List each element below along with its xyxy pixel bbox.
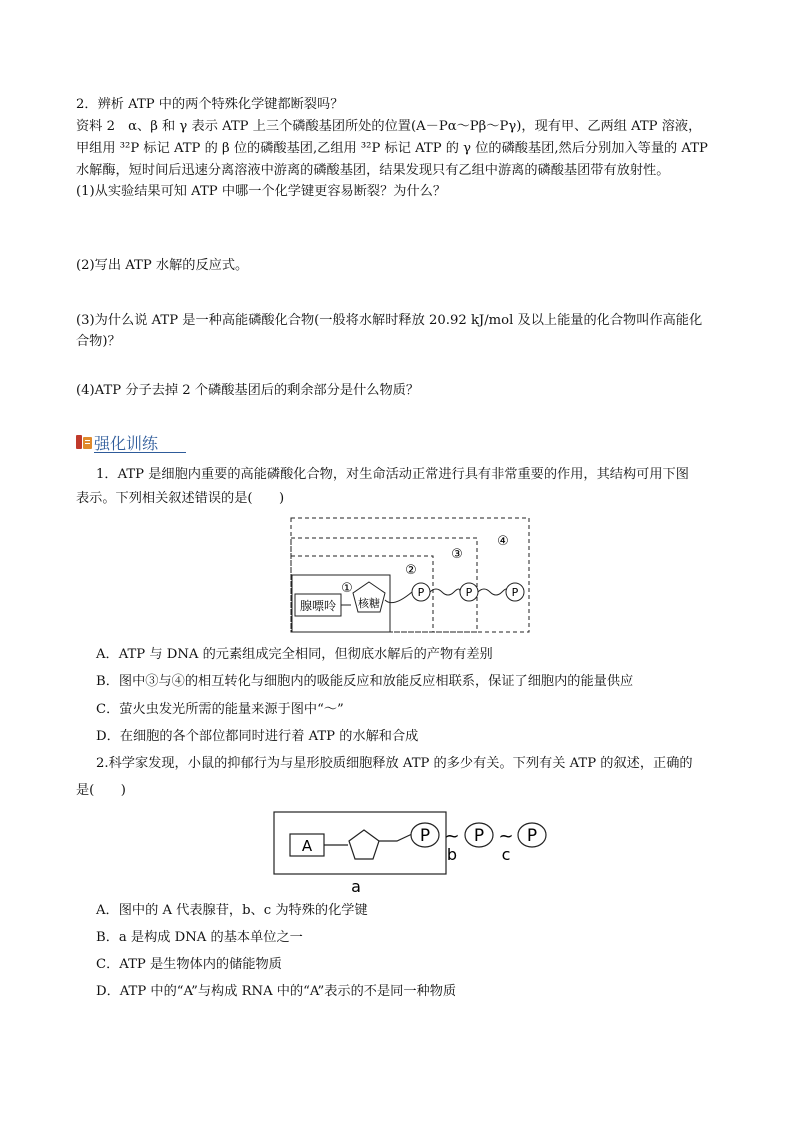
atp-structure-diagram-1 [285,512,535,638]
label-4: ④ [497,534,509,549]
label-2: ② [405,563,417,578]
question-3-line2: 合物)？ [76,334,121,349]
ex2-stem-line1: 2.科学家发现，小鼠的抑郁行为与星形胶质细胞释放 ATP 的多少有关。下列有关 ATP 的叙述，正确的 [96,756,693,771]
label-c: c [501,845,511,864]
ex1-option-a: A．ATP 与 DNA 的元素组成完全相同，但彻底水解后的产物有差别 [96,647,493,662]
pentose-pentagon [349,830,379,859]
q2-heading: 2．辨析 ATP 中的两个特殊化学键都断裂吗？ [76,97,344,112]
ex2-stem-line2: 是( ) [76,783,126,798]
ex2-option-c: C．ATP 是生物体内的储能物质 [96,957,282,972]
ribose-label: 核糖 [358,597,380,610]
ex1-option-d: D．在细胞的各个部位都同时进行着 ATP 的水解和合成 [96,729,419,744]
ex1-option-b: B．图中③与④的相互转化与细胞内的吸能反应和放能反应相联系，保证了细胞内的能量供应 [96,674,634,689]
section-title-text: 强化训练 [94,433,159,453]
svg-text:P: P [511,586,519,599]
ex1-stem-line2: 表示。下列相关叙述错误的是( ) [76,491,285,506]
high-energy-bond-2 [478,589,507,595]
section-title [76,430,158,454]
svg-text:P: P [465,586,473,599]
label-a: a [351,877,361,894]
question-3-line1: (3)为什么说 ATP 是一种高能磷酸化合物(一般将水解时释放 20.92 kJ/mol 及以上能量的化合物叫作高能化 [76,313,703,328]
high-energy-bond-1 [430,589,460,595]
bond-c-tilde: ~ [498,826,514,847]
ex2-option-a: A．图中的 A 代表腺苷，b、c 为特殊的化学键 [96,903,368,918]
svg-text:P: P [526,826,538,846]
atp-structure-diagram-2 [270,808,555,894]
ex2-option-d: D．ATP 中的“A”与构成 RNA 中的“A”表示的不是同一种物质 [96,984,457,999]
box-3 [291,538,477,632]
adenine-a-label: A [301,837,313,855]
adenine-label: 腺嘌呤 [299,599,337,613]
svg-text:P: P [419,826,431,846]
bond-b-tilde: ~ [444,826,460,847]
question-2: (2)写出 ATP 水解的反应式。 [76,258,249,273]
label-b: b [446,845,458,864]
book-icon [76,434,92,450]
material2-line3: 水解酶，短时间后迅速分离溶液中游离的磷酸基团，结果发现只有乙组中游离的磷酸基团带有放射性。 [76,163,670,178]
question-1: (1)从实验结果可知 ATP 中哪一个化学键更容易断裂？为什么？ [76,184,447,199]
ex2-option-b: B．a 是构成 DNA 的基本单位之一 [96,930,303,945]
label-3: ③ [451,547,463,562]
ex1-stem-line1: 1．ATP 是细胞内重要的高能磷酸化合物，对生命活动正常进行具有非常重要的作用，其结构可用下图 [96,467,689,482]
label-1: ① [341,581,353,596]
svg-text:P: P [473,826,485,846]
svg-text:P: P [417,586,425,599]
question-4: (4)ATP 分子去掉 2 个磷酸基团后的剩余部分是什么物质？ [76,383,420,398]
ex1-option-c: C．萤火虫发光所需的能量来源于图中“～” [96,702,344,717]
material2-line1: 资料 2 α、β 和 γ 表示 ATP 上三个磷酸基团所处的位置(A－Pα～Pβ～Pγ)，现有甲、乙两组 ATP 溶液， [76,119,702,134]
material2-line2: 甲组用 ³²P 标记 ATP 的 β 位的磷酸基团,乙组用 ³²P 标记 ATP 的 γ 位的磷酸基团,然后分别加入等量的 ATP [76,141,708,156]
